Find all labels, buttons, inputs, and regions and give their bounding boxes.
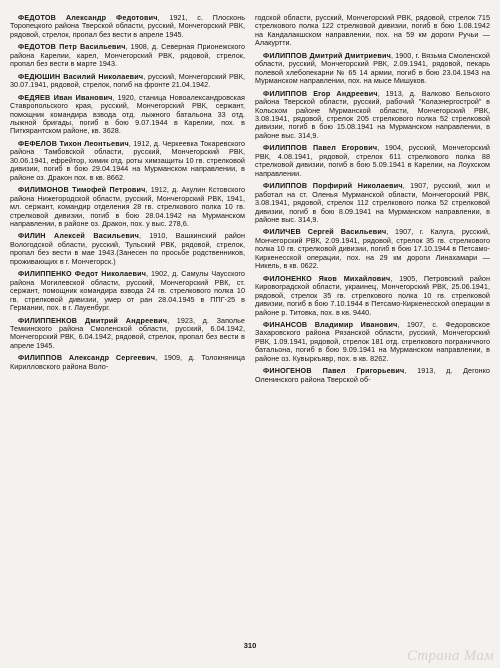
record-name: ФИЛИППЕНКОВ Дмитрий Андреевич	[18, 315, 168, 325]
record-name: ФЕДОТОВ Петр Васильевич	[18, 42, 126, 52]
record-entry	[255, 14, 490, 48]
record-text: , 1907, русский, жил и работал на ст. Оленья Мурманской области, Мончегорский РВК, 3.08.1941, рядовой, стрелок 112 стрелкового полка 52 стрелковой дивизии, погиб в бою 8.09.1941 на Мурманском направлении, в районе выс. 314,9.	[255, 181, 490, 224]
left-column	[10, 14, 245, 634]
record-entry	[10, 73, 245, 90]
record-text: , 1902, д. Самулы Чаусского района Могилевской области, русский, Мончегорский РВК, ст. сержант, помощник командира взвода 24 гв. стрелкового полка 10 гв. стрелковой дивизии, умер от ран 28.04.1945 в ППГ-25 в Германии, пох. в г. Лауенбург.	[10, 269, 245, 313]
watermark-logo: Страна Мам	[406, 648, 494, 664]
record-name: ФЕДЮШИН Василий Николаевич	[18, 71, 144, 81]
record-text: , 1921, с. Плосконь Торопецкого района Тверской области, русский, Мончегорский РВК, рядовой, стрелок, пропал без вести в апреле 1945.	[10, 14, 245, 39]
record-text: , 1900, г. Вязьма Смоленской области, русский, Мончегорский РВК, 2.09.1941, рядовой, пекарь полевой хлебопекарни № 65 14 армии, погиб в бою 23.04.1943 на Мурманском направлении, пох. на мысе Мишуков.	[255, 50, 490, 86]
record-name: ФИЛИППЕНКО Федот Николаевич	[18, 269, 147, 279]
record-text: , 1904, русский, Мончегорский РВК, 4.08.1941, рядовой, стрелок 611 стрелкового полка 88 стрелковой дивизии, погиб в бою 5.09.1941 в Карелии, на Лоухском направлении.	[255, 143, 490, 178]
page-number: 310	[243, 641, 257, 650]
record-name: ФЕФЕЛОВ Тихон Леонтьевич	[18, 138, 129, 148]
record-name: ФИЛИППОВ Порфирий Николаевич	[263, 181, 403, 191]
record-text: , 1923, д. Заполье Темкинского района Смоленской области, русский, 6.04.1942, Мончегорский РВК, 6.04.1942, рядовой, стрелок, пропал без вести в апреле 1945.	[10, 315, 245, 350]
record-name: ФЕДОТОВ Александр Федотович	[18, 14, 158, 22]
record-text: , русский, Мончегорский РВК, 30.07.1941, рядовой, стрелок, погиб на фронте 21.04.1942.	[10, 71, 245, 90]
record-entry	[10, 14, 245, 39]
record-entry	[255, 228, 490, 270]
record-name: ФИЛОНЕНКО Яков Михайлович	[263, 273, 391, 283]
record-entry	[10, 270, 245, 312]
record-text: , 1905, Петровский район Кировоградской области, украинец, Мончегорский РВК, 25.06.1941, рядовой, стрелок 35 гв. стрелкового полка 10 гв. стрелковой дивизии, погиб в бою 7.10.1944 в Петсамо-Киркенесской операции в районе р. Титовка, пох. в кв. 9440.	[255, 273, 490, 317]
record-text: , 1910, Вашкинский район Вологодской области, русский, Тульский РВК, рядовой, стрелок, пропал без вести в мае 1943.(Занесен по просьбе родственников, проживающих в г. Мончегорск.)	[10, 231, 245, 266]
document-page	[10, 14, 490, 634]
record-text: , 1920, станица Новоалександровская Ставропольского края, русский, Мончегорский РВК, сержант, помощник командира взвода отд. лыжного батальона 33 отд. лыжной бригады, погиб в бою 9.07.1944 в Карелии, пох. в Питкярантском районе, кв. 3628.	[10, 92, 245, 136]
record-name: ФИНОГЕНОВ Павел Григорьевич	[263, 366, 405, 376]
record-entry	[255, 90, 490, 141]
record-name: ФИЛИН Алексей Васильевич	[18, 231, 139, 241]
record-entry	[255, 182, 490, 224]
record-name: ФИЛИППОВ Егор Андреевич	[263, 88, 378, 98]
record-entry	[255, 321, 490, 363]
record-text: , 1909, д. Толокняница Кирилловского района Воло-	[10, 353, 245, 371]
record-text: , 1908, д. Северная Прионежского района Карелии, карел, Мончегорский РВК, рядовой, стрелок, пропал без вести в марте 1943.	[10, 42, 245, 69]
record-entry	[10, 94, 245, 136]
record-text: , 1912, д. Акулин Кстовского района Нижегородской области, русский, Мончегорский РВК, 1941, мл. сержант, командир отделения 28 гв. стрелкового полка 10 гв. стрелковой дивизии, погиб в бою 28.04.1942 на Мурманском направлении, в районе оз. Дракон, пох. у выс. 278,6.	[10, 185, 245, 228]
record-text: , 1913, д. Дегонко Оленинского района Тверской об-	[255, 366, 490, 384]
record-name: ФИЛИППОВ Дмитрий Дмитриевич	[263, 50, 391, 60]
record-entry	[255, 275, 490, 317]
record-entry	[10, 140, 245, 182]
record-text: , 1907, г. Калуга, русский, Мончегорский РВК, 2.09.1941, рядовой, стрелок 35 гв. стрелкового полка 10 гв. стрелковой дивизии, погиб в бою 17.10.1944 в Петсамо-Киркенесской операции, пох. на 29 км дороги Линахамари — Никель, в кв. 0622.	[255, 227, 490, 271]
record-entry	[255, 52, 490, 86]
record-text: , 1912, д. Черкеевка Токаревского района Тамбовской области, русский, Мончегорский РВК, 30.06.1941, ефрейтор, химик отд. роты химзащиты 10 гв. стрелковой дивизии, погиб в бою 29.04.1944 на Мурманском направлении, в районе оз. Дракон пох. в кв. 8662.	[10, 138, 245, 182]
record-entry	[10, 232, 245, 266]
record-entry	[10, 354, 245, 371]
record-name: ФИНАНСОВ Владимир Иванович	[263, 319, 398, 329]
record-entry	[255, 144, 490, 178]
record-text: , 1913, д. Валково Бельского района Тверской области, русский, рабочий "Колазнергострой" в Кольском районе Мурманской области, Мончегорский РВК, 3.08.1941, рядовой, стрелок 205 стрелкового полка 52 стрелковой дивизии, погиб в бою 15.08.1941 на Мурманском направлении, в районе выс. 314,9.	[255, 88, 490, 140]
right-column	[255, 14, 490, 634]
record-name: ФИЛИППОВ Александр Сергеевич	[18, 353, 156, 363]
record-name: ФЕДЯЕВ Иван Иванович	[18, 92, 113, 102]
record-entry	[10, 186, 245, 228]
record-entry	[255, 367, 490, 384]
record-text: годской области, русский, Мончегорский РВК, рядовой, стрелок 715 стрелкового полка 122 стрелковой дивизии, погиб в бою 1.08.1942 на Кандалакшском направлении, пох. на 59 км дороги Ручьи — Алакуртти.	[255, 14, 490, 48]
record-entry	[10, 317, 245, 351]
record-name: ФИЛИППОВ Павел Егорович	[263, 143, 378, 153]
record-entry	[10, 43, 245, 68]
record-name: ФИЛИМОНОВ Тимофей Петрович	[18, 185, 146, 195]
record-name: ФИЛИЧЕВ Сергей Васильевич	[263, 227, 387, 237]
record-text: , 1907, с. Федоровское Захаровского района Рязанской области, русский, Мончегорский РВК, 1.09.1941, рядовой, стрелок 181 отд. стрелкового пограничного батальона, погиб в бою 9.09.1941 на Мурманском направлении, в районе оз. Кувыркъявр, пох. в кв. 8262.	[255, 319, 490, 363]
